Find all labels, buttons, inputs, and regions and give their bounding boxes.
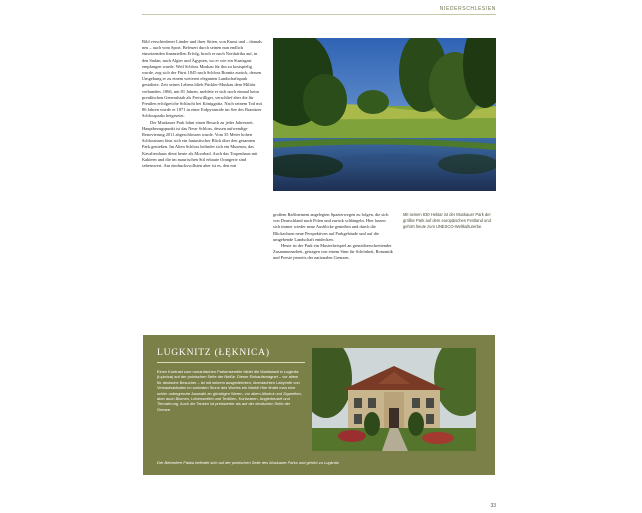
- palace-image: [312, 348, 476, 451]
- text-column-left: [142, 39, 264, 169]
- palace-photo: [312, 348, 476, 451]
- paragraph: Der Muskauer Park lohnt einen Besuch zu jeder Jahreszeit. Hauptbezugspunkt ist das Neue Schloss, dessen aufwendige Renovierung 2011 abgeschlossen wurde. Vom 35 Meter hohen Schlossturm lässt sich ein fantastischer Blick über den gesamten Park genießen. Im Alten Schloss befindet sich ein Museum, das Kavaliershaus dient heute als Moorbad. Auch das Tropenhaus mit Kakteen und die im maurischen Stil erbaute Orangerie sind sehenswert. Am eindrucksvollsten aber ist es, den mit: [142, 119, 258, 169]
- paragraph: Heute ist der Park ein Musterbeispiel an grenzüberschreitender Zusammenarbeit, getragen von einem Sinn für Schönheit, Romantik und Poesie jenseits der nationalen Grenzen.: [273, 243, 393, 261]
- park-lake-photo: [273, 38, 496, 191]
- text-column-middle: [273, 212, 393, 262]
- header-divider: [142, 14, 496, 15]
- park-lake-image: [273, 38, 496, 191]
- sidebar-text: Einen Kontrast zum romantischen Parkensemble bildet die Marktstadt in Lugknitz (Łęknica) auf der polnischen Seite der Neiße. Dieser Einkaufsmagnet – vor allem für deutsche Besucher – ist mit seinem ausgedehnten, überdachten Labyrinth von Verkaufsständen im wahrsten Sinne des Wortes ein Markt! Hier findet man eine schier unbegrenzte Auswahl an günstigen Waren, vor allem Alkohol und Zigaretten, aber auch Blumen, Lebensmittel und Textilien, Korbwaren, Anglerbedarf und Tiernahrung. Auch die Tanken ist preiswerter als auf der deutschen Seite der Grenze.: [157, 369, 302, 412]
- sidebar-title: LUGKNITZ (ŁĘKNICA): [157, 348, 270, 358]
- page-number: 33: [490, 503, 496, 509]
- paragraph: Bild verschiedener Länder und ihrer Sitten, von Kunst und – damals neu – auch vom Sport. Befeuert durch seinen nun endlich einsetzenden finanziellen Erfolg, brach er nach Nordafrika auf, in den Sudan, nach Algier und Ägypten, wo er wie ein Staatsgast empfangen wurde. Weil Schloss Muskau für ihn zu kostspielig wurde, zog sich der Fürst 1845 nach Schloss Branitz zurück, dessen Umgebung er zu einem weiteren eleganten Landschaftspark gestaltete. Zeit seines Lebens blieb Pückler-Muskau dem Militär verbunden. 1866, mit 81 Jahren, meldete er sich noch einmal beim preußischen Generalstab als Freiwilliger, verschlief aber die für Preußen erfolgreiche Schlacht bei Königgrätz. Nach seinem Tod mit 86 Jahren wurde er 1871 in einer Erdpyramide im See des Branitzer Schlossparks beigesetzt.: [142, 39, 262, 119]
- section-header: NIEDERSCHLESIEN: [439, 6, 496, 12]
- sidebar-caption: Der Belvedere Palast befindet sich auf der polnischen Seite des Muskauer Parks und gehört zu Lugknitz.: [157, 460, 340, 465]
- paragraph: großem Raffinement angelegten Spazierwegen zu folgen, die sich von Deutschland nach Polen und zurück schlängeln. Hier lassen sich immer wieder neue Ausblicke genießen und durch die Blickachsen neue Perspektiven auf Parkgebäude und auf die umgebende Landschaft entdecken.: [273, 212, 389, 242]
- sidebar-divider: [157, 362, 305, 363]
- photo-caption: Mit seinen 830 Hektar ist der Muskauer Park der größte Park auf dem europäischen Festland und gehört heute zum UNESCO-Weltkulturerbe.: [403, 212, 491, 229]
